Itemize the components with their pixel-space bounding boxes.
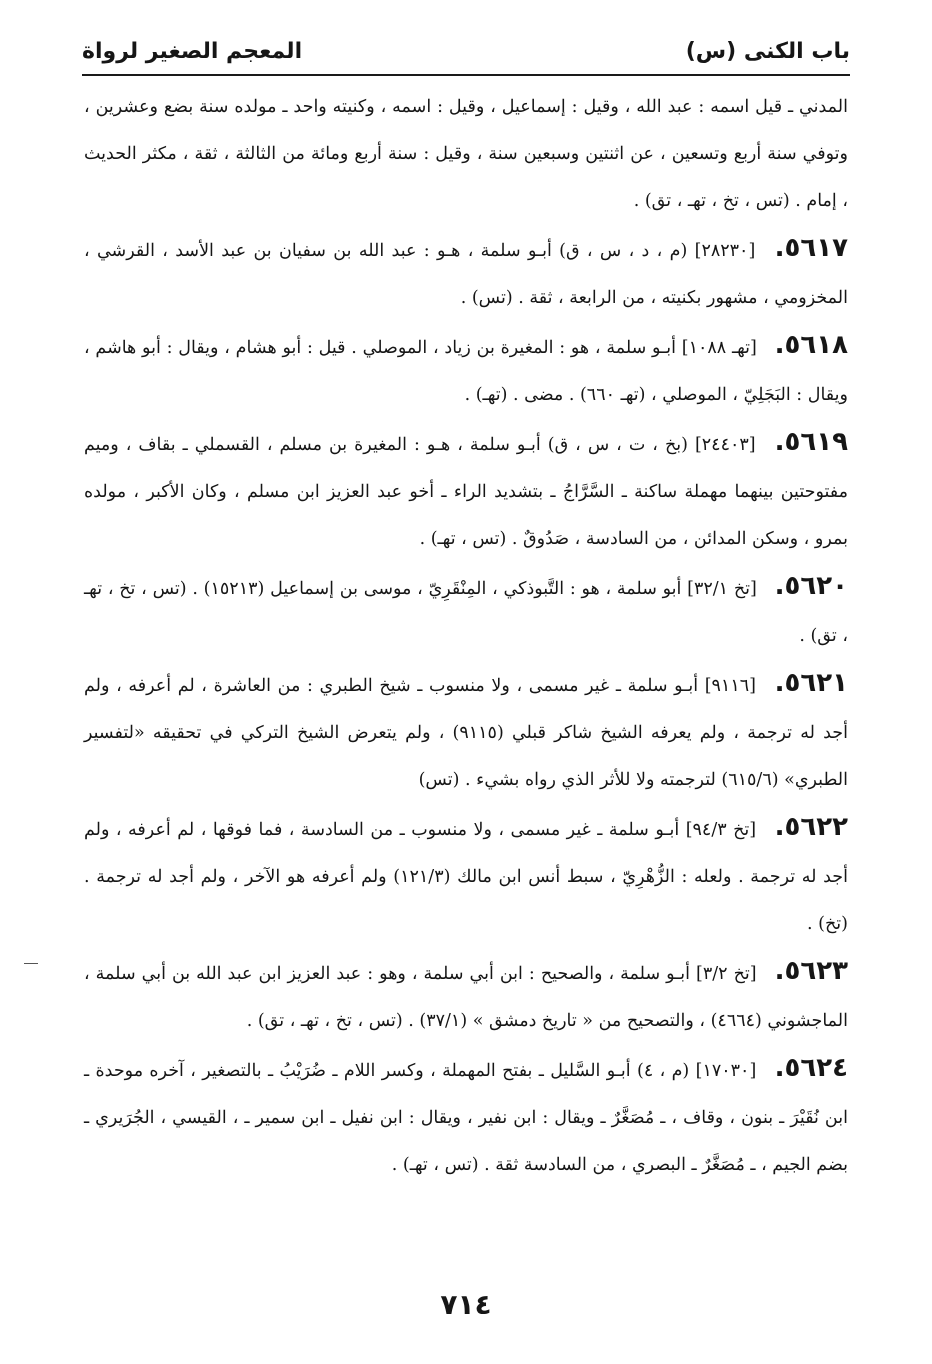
entry-5619 <box>84 419 848 563</box>
entry-text: [٢٤٤٠٣] (بخ ، ت ، س ، ق) أبـو سلمة ، هـو : المغيرة بن مسلم ، القسملي ـ بقاف ، وميم مفتوحتين بينهما مهملة ساكنة ـ السَّرَّاجُ ـ بتشديد الراء ـ أخو عبد العزيز ابن مسلم ، وكان الأكبر ، مولده بمرو ، وسكن المدائن ، من السادسة ، صَدُوقٌ . (تس ، تهـ) . <box>84 435 848 549</box>
margin-mark <box>24 963 38 964</box>
book-title: المعجم الصغير لرواة <box>82 38 303 64</box>
entry-text: المدني ـ قيل اسمه : عبد الله ، وقيل : إسماعيل ، وقيل : اسمه ، وكنيته واحد ـ مولده سنة بضع وعشرين ، وتوفي سنة أربع وتسعين ، عن اثنتين وسبعين سنة ، وقيل : سنة أربع ومائة من الثالثة ، ثقة ، مكثر الحديث ، إمام . (تس ، تخ ، تهـ ، تق) . <box>84 97 848 211</box>
entry-text: [١٧٠٣٠] (م ، ٤) أبـو السَّليل ـ بفتح المهملة ، وكسر اللام ـ ضُرَيْبُ ـ بالتصغير ، آخره موحدة ـ ابن نُقَيْرَ ـ بنون ، وقاف ، ـ مُصَغَّرٌ ـ ويقال : ابن نفير ، ويقال : ابن نفيل ـ ابن سمير ـ ، القيسي ، الجُرَيري ـ بضم الجيم ، ـ مُصَغَّرٌ ـ البصري ، من السادسة ثقة . (تس ، تهـ) . <box>84 1061 848 1175</box>
entry-number: ٥٦٢٤. <box>774 1053 848 1083</box>
entry-text: [٢٨٢٣٠] (م ، د ، س ، ق) أبـو سلمة ، هـو : عبد الله بن سفيان بن عبد الأسد ، القرشي ، المخزومي ، مشهور بكنيته ، من الرابعة ، ثقة . (تس) . <box>84 241 848 308</box>
entry-number: ٥٦٢١. <box>774 668 848 698</box>
entry-text: [تخ ٩٤/٣] أبـو سلمة ـ غير مسمى ، ولا منسوب ـ من السادسة ، فما فوقها ، لم أعرفه ، ولم أجد له ترجمة . ولعله : الزُّهْرِيّ ، سبط أنس ابن مالك (١٢١/٣) ولم أعرفه هو الآخر ، ولم أجد له ترجمة . (تخ) . <box>84 820 848 934</box>
entry-number: ٥٦١٧. <box>774 233 848 263</box>
entry-5617 <box>84 225 848 322</box>
entry-number: ٥٦٢٣. <box>774 956 848 986</box>
entry-number: ٥٦٢٢. <box>774 812 848 842</box>
entry-5621 <box>84 660 848 804</box>
entry-5618 <box>84 322 848 419</box>
entry-number: ٥٦١٨. <box>774 330 848 360</box>
entry-continuation <box>84 84 848 225</box>
entry-5624 <box>84 1045 848 1189</box>
header-rule <box>82 74 850 76</box>
entry-text: [٩١١٦] أبـو سلمة ـ غير مسمى ، ولا منسوب ـ شيخ الطبري : من العاشرة ، لم أعرفه ، ولم أجد له ترجمة ، ولم يعرفه الشيخ شاكر قبلي (٩١١٥) ، ولم يتعرض الشيخ التركي في تحقيقه «لتفسير الطبري» (٦١٥/٦) لترجمته ولا للأثر الذي رواه بشيء . (تس) <box>84 676 848 790</box>
section-title: باب الكنى (س) <box>685 38 850 64</box>
running-header <box>82 30 850 72</box>
entry-number: ٥٦١٩. <box>774 427 848 457</box>
entry-number: ٥٦٢٠. <box>774 571 848 601</box>
page-body <box>84 84 848 1189</box>
page-number: ٧١٤ <box>440 1288 492 1321</box>
entry-5620 <box>84 563 848 660</box>
entry-text: [تخ ٣/٢] أبـو سلمة ، والصحيح : ابن أبي سلمة ، وهو : عبد العزيز ابن عبد الله بن أبي سلمة ، الماجشوني (٤٦٦٤) ، والتصحيح من « تاريخ دمشق » (٣٧/١) . (تس ، تخ ، تهـ ، تق) . <box>84 964 848 1031</box>
entry-text: [تخ ٣٢/١] أبو سلمة ، هو : التَّبوذكي ، المِنْقَرِيّ ، موسى بن إسماعيل (١٥٢١٣) . (تس ، تخ ، تهـ ، تق) . <box>84 579 848 646</box>
entry-5622 <box>84 804 848 948</box>
entry-text: [تهـ ١٠٨٨] أبـو سلمة ، هو : المغيرة بن زياد ، الموصلي . قيل : أبو هشام ، ويقال : أبو هاشم ، ويقال : البَجَلِيّ ، الموصلي ، (تهـ ٦٦٠) . مضى . (تهـ) . <box>84 338 848 405</box>
entry-5623 <box>84 948 848 1045</box>
